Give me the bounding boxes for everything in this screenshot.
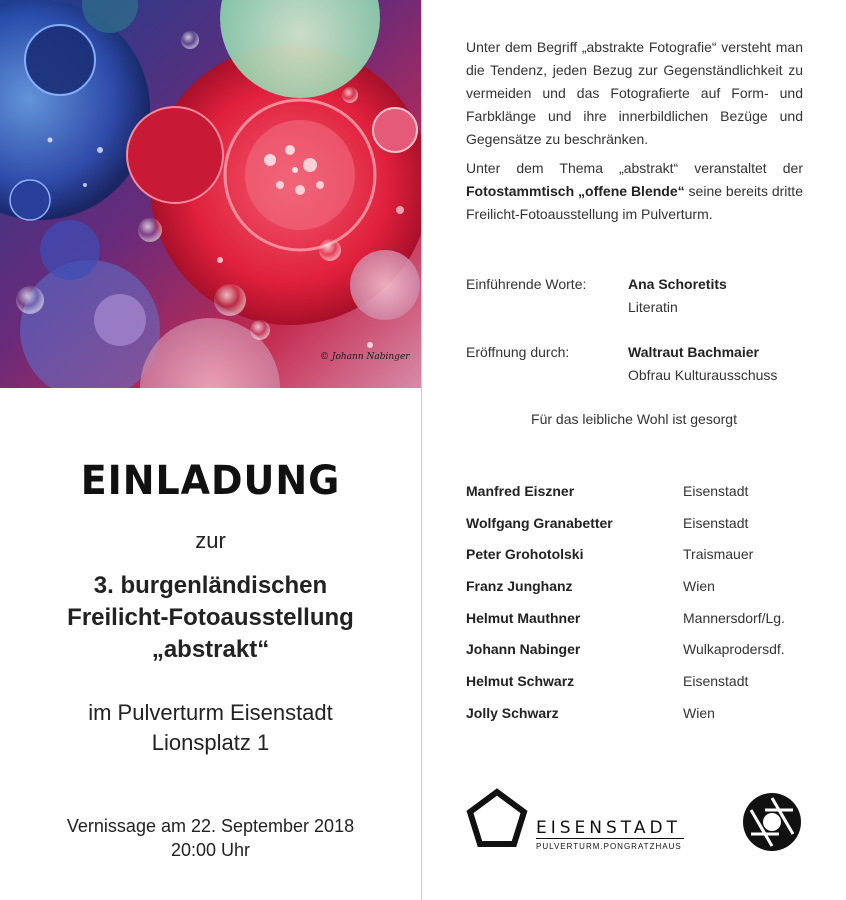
participant-name: Jolly Schwarz — [466, 705, 559, 721]
participant-name: Johann Nabinger — [466, 641, 581, 657]
intro-organizer: Fotostammtisch „offene Blende“ — [466, 183, 685, 199]
camera-aperture-icon — [742, 792, 802, 852]
role-sub-intro: Literatin — [628, 299, 678, 315]
cover-photo — [0, 0, 421, 388]
participant-city: Traismauer — [683, 546, 754, 562]
logo-underline — [536, 838, 684, 839]
vernissage — [0, 814, 421, 862]
participant-city: Eisenstadt — [683, 515, 749, 531]
role-label-intro: Einführende Worte: — [466, 276, 587, 292]
role-sub-opening: Obfrau Kulturausschuss — [628, 367, 778, 383]
participant-name: Helmut Mauthner — [466, 610, 581, 626]
participant-name: Wolfgang Granabetter — [466, 515, 613, 531]
participant-name: Manfred Eiszner — [466, 483, 575, 499]
front-panel — [0, 0, 421, 900]
abstract-bubbles-image — [0, 0, 421, 388]
role-label-opening: Eröffnung durch: — [466, 344, 570, 360]
invitation-zur: zur — [195, 528, 226, 553]
intro-paragraph-2 — [466, 157, 803, 226]
venue-line-2: Lionsplatz 1 — [151, 730, 270, 755]
participant-city: Eisenstadt — [683, 483, 749, 499]
participant-city: Wulkaprodersdf. — [683, 641, 785, 657]
exhibition-line-1: 3. burgenländischen — [93, 572, 328, 599]
exhibition-title — [0, 570, 421, 666]
invitation-title: EINLADUNG — [80, 458, 341, 504]
participant-city: Wien — [683, 705, 715, 721]
intro-paragraph-2-end: seine bereits dritte Freilicht-Fotoausstellung im Pulverturm. — [466, 183, 803, 222]
intro-paragraph-2-start: Unter dem Thema „abstrakt“ veranstaltet der — [466, 160, 803, 176]
participant-city: Mannersdorf/Lg. — [683, 610, 785, 626]
participant-city: Eisenstadt — [683, 673, 749, 689]
intro-text — [466, 36, 803, 232]
exhibition-line-2: Freilicht-Fotoausstellung — [67, 604, 354, 631]
exhibition-line-3: „abstrakt“ — [151, 636, 270, 663]
catering-note: Für das leibliche Wohl ist gesorgt — [531, 411, 737, 427]
role-name-opening: Waltraut Bachmaier — [628, 344, 759, 360]
role-name-intro: Ana Schoretits — [628, 276, 727, 292]
intro-paragraph-1: Unter dem Begriff „abstrakte Fotografie“ versteht man die Tendenz, jeden Bezug zur Gegenständlichkeit zu vermeiden und das Fotografierte auf Form- und Farbklänge und ihre innerbildlichen Bezüge und Gegensätze zu beschränken. — [466, 39, 803, 147]
pentagon-logo-icon — [466, 788, 528, 848]
venue — [0, 698, 421, 758]
logo-subline: PULVERTURM.PONGRATZHAUS — [536, 842, 682, 851]
participant-name: Peter Grohotolski — [466, 546, 584, 562]
photo-credit: © Johann Nabinger — [320, 352, 410, 362]
venue-line-1: im Pulverturm Eisenstadt — [88, 700, 333, 725]
logo-wordmark: EISENSTADT — [536, 818, 681, 838]
vernissage-date: Vernissage am 22. September 2018 — [66, 816, 355, 836]
participant-name: Franz Junghanz — [466, 578, 573, 594]
vernissage-time: 20:00 Uhr — [170, 840, 251, 860]
participant-name: Helmut Schwarz — [466, 673, 575, 689]
participant-city: Wien — [683, 578, 715, 594]
